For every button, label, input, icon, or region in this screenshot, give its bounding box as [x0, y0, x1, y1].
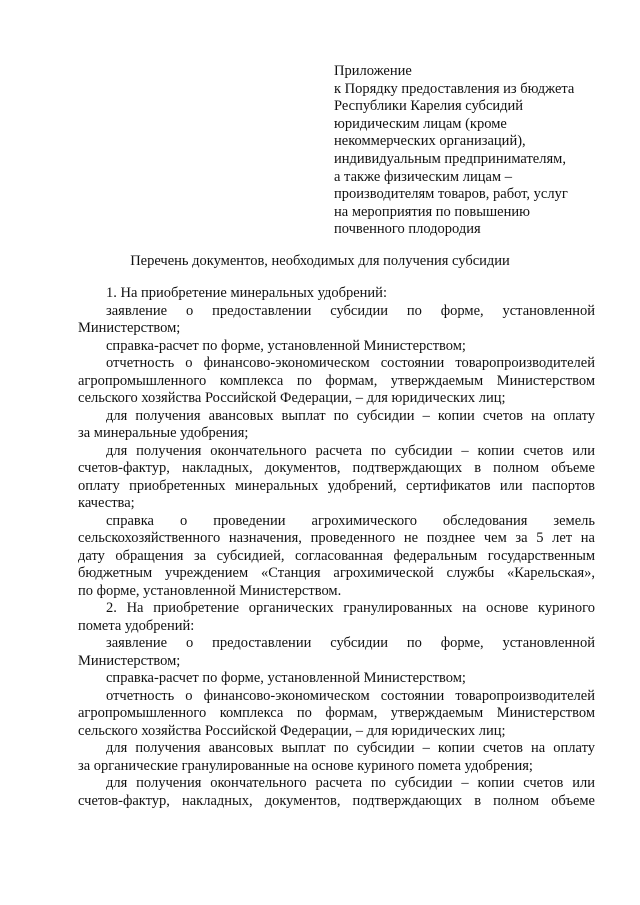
appendix-line: Приложение	[334, 63, 412, 79]
body-line: дату обращения за субсидией, согласованная федеральным государственным	[78, 547, 595, 564]
appendix-line: а также физическим лицам –	[334, 168, 512, 185]
body-line: Министерством;	[78, 652, 181, 669]
document-title: Перечень документов, необходимых для получения субсидии	[130, 253, 510, 269]
body-line: для получения окончательного расчета по субсидии – копии счетов или	[106, 442, 595, 459]
body-line: для получения авансовых выплат по субсидии – копии счетов на оплату	[106, 740, 595, 756]
appendix-line: некоммерческих организаций),	[334, 133, 526, 150]
body-line: справка о проведении агрохимического обследования земель	[106, 512, 595, 529]
body-line: для получения авансовых выплат по субсидии – копии счетов на оплату	[106, 407, 595, 424]
body-line: счетов-фактур, накладных, документов, подтверждающих в полном объеме	[78, 460, 595, 476]
body-line: сельского хозяйства Российской Федерации, – для юридических лиц;	[78, 722, 506, 739]
document-body	[78, 285, 595, 810]
body-line: за минеральные удобрения;	[78, 425, 249, 441]
body-line: за органические гранулированные на основе куриного помета удобрения;	[78, 757, 533, 774]
body-line: отчетность о финансово-экономическом состоянии товаропроизводителей	[106, 355, 595, 371]
body-line: качества;	[78, 495, 135, 511]
appendix-header	[334, 63, 614, 239]
body-line: по форме, установленной Министерством.	[78, 582, 342, 599]
body-line: справка-расчет по форме, установленной Министерством;	[106, 670, 466, 686]
appendix-line: юридическим лицам (кроме	[334, 115, 507, 132]
appendix-line: индивидуальным предпринимателям,	[334, 150, 566, 167]
body-line: 2. На приобретение органических гранулированных на основе куриного	[106, 600, 595, 616]
appendix-line: почвенного плодородия	[334, 221, 481, 238]
body-line: счетов-фактур, накладных, документов, подтверждающих в полном объеме	[78, 792, 595, 809]
body-line: заявление о предоставлении субсидии по форме, установленной	[106, 302, 595, 319]
body-line: заявление о предоставлении субсидии по форме, установленной	[106, 635, 595, 651]
appendix-line: к Порядку предоставления из бюджета	[334, 80, 575, 97]
body-line: сельскохозяйственного назначения, проведенного не позднее чем за 5 лет на	[78, 530, 595, 546]
body-line: справка-расчет по форме, установленной Министерством;	[106, 337, 466, 354]
body-line: помета удобрений:	[78, 617, 195, 634]
appendix-line: на мероприятия по повышению	[334, 203, 530, 220]
body-line: 1. На приобретение минеральных удобрений:	[106, 285, 387, 301]
appendix-line: Республики Карелия субсидий	[334, 98, 524, 115]
body-line: для получения окончательного расчета по субсидии – копии счетов или	[106, 775, 595, 791]
body-line: Министерством;	[78, 320, 181, 336]
body-line: сельского хозяйства Российской Федерации, – для юридических лиц;	[78, 390, 506, 406]
body-line: оплату приобретенных минеральных удобрений, сертификатов или паспортов	[78, 477, 595, 494]
body-line: агропромышленного комплекса по формам, утверждаемым Министерством	[78, 372, 595, 389]
appendix-line: производителям товаров, работ, услуг	[334, 186, 568, 203]
body-line: бюджетным учреждением «Станция агрохимической службы «Карельская»,	[78, 565, 595, 581]
body-line: отчетность о финансово-экономическом состоянии товаропроизводителей	[106, 687, 595, 704]
body-line: агропромышленного комплекса по формам, утверждаемым Министерством	[78, 705, 595, 721]
